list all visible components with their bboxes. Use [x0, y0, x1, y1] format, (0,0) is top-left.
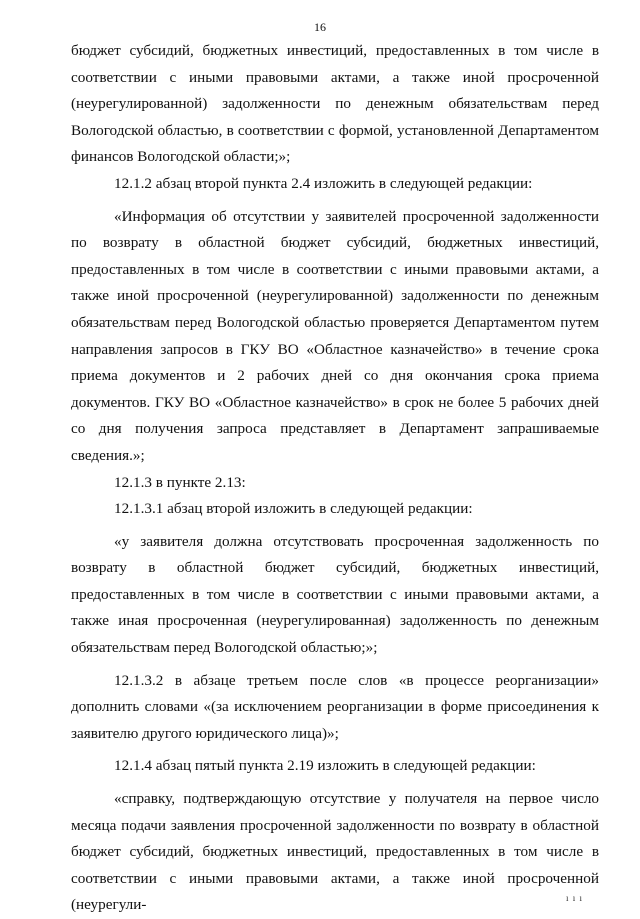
paragraph-item-12-1-3-2: 12.1.3.2 в абзаце третьем после слов «в процессе реорганизации» дополнить словами «(за исключением реорганизации в форме присоединения к заявителю другого юридического лица)»; [71, 671, 599, 742]
paragraph-item-12-1-4: 12.1.4 абзац пятый пункта 2.19 изложить в следующей редакции: [114, 757, 536, 775]
paragraph-item-12-1-2: 12.1.2 абзац второй пункта 2.4 изложить в следующей редакции: [114, 174, 533, 192]
page-number: 16 [314, 20, 326, 34]
paragraph-item-12-1-3-1: 12.1.3.1 абзац второй изложить в следующей редакции: [114, 500, 473, 518]
paragraph-continuation: бюджет субсидий, бюджетных инвестиций, предоставленных в том числе в соответствии с иными правовыми актами, а также иной просроченной (неурегулированной) задолженности по денежным обязательствам перед Вологодской областью, в соответствии с формой, установленной Департаментом финансов Вологодской области;»; [71, 42, 599, 166]
paragraph-item-12-1-3: 12.1.3 в пункте 2.13: [114, 473, 246, 491]
document-body [71, 38, 599, 919]
paragraph-quote-applicant: «у заявителя должна отсутствовать просроченная задолженность по возврату в областной бюджет субсидий, бюджетных инвестиций, предоставленных в том числе в соответствии с иными правовыми актами, а также иная просроченная (неурегулированная) задолженность по денежным обязательствам перед Вологодской областью;»; [71, 532, 599, 657]
footer-mark: ı ı ı [566, 893, 584, 903]
paragraph-quote-information: «Информация об отсутствии у заявителей просроченной задолженности по возврату в областной бюджет субсидий, бюджетных инвестиций, предоставленных в том числе в соответствии с иными правовыми актами, а также иной просроченной (неурегулированной) задолженности по денежным обязательствам перед Вологодской областью проверяется Департаментом путем направления запросов в ГКУ ВО «Областное казначейство» в течение срока приема документов и 2 рабочих дней со дня окончания срока приема документов. ГКУ ВО «Областное казначейство» в срок не более 5 рабочих дней со дня получения запроса представляет в Департамент запрашиваемые сведения.»; [71, 207, 599, 464]
paragraph-quote-certificate: «справку, подтверждающую отсутствие у получателя на первое число месяца подачи заявления просроченной задолженности по возврату в областной бюджет субсидий, бюджетных инвестиций, предоставленных в том числе в соответствии с иными правовыми актами, а также иной просроченной (неурегули- [71, 790, 599, 914]
